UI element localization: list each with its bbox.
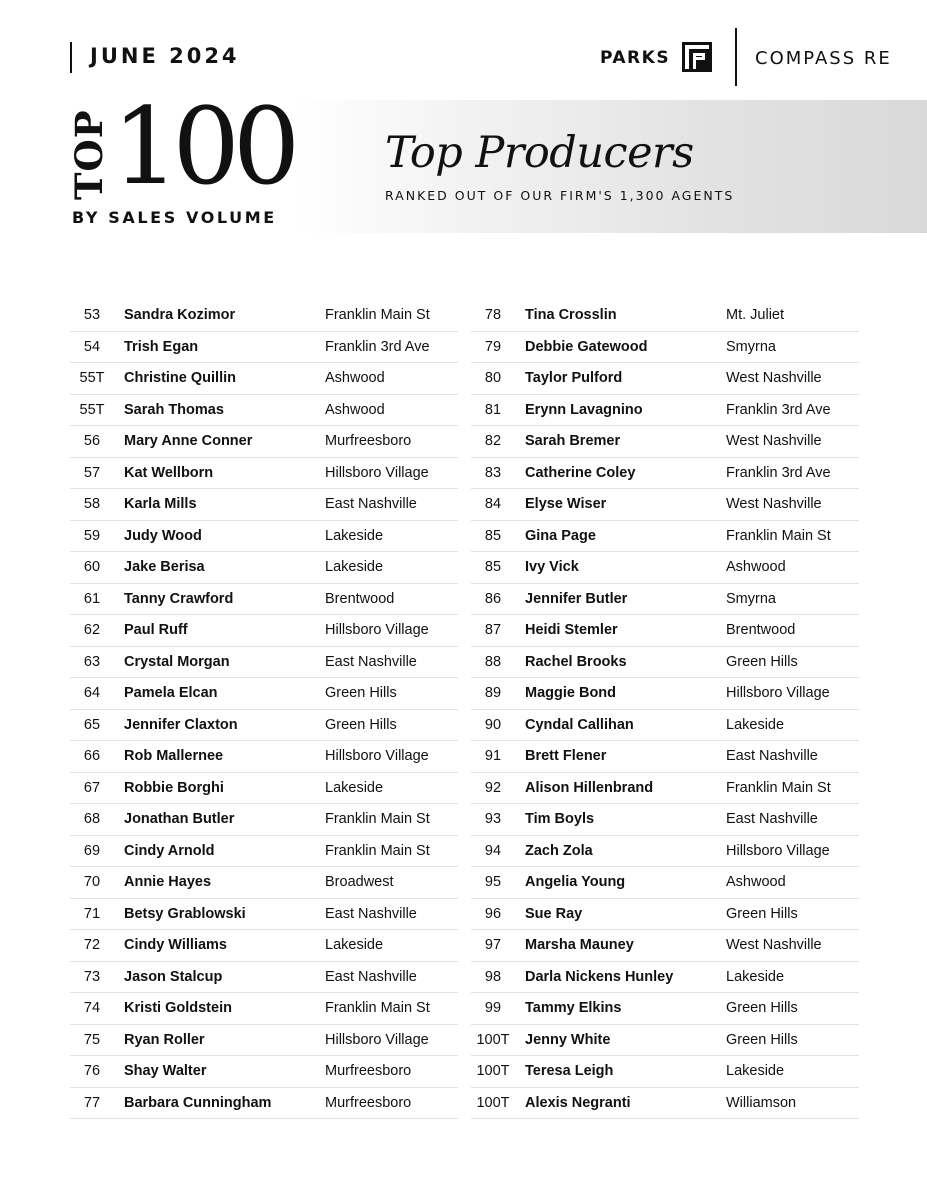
hundred-number: 100: [112, 85, 294, 208]
office-location: West Nashville: [726, 370, 822, 387]
rank-number: 80: [484, 370, 502, 387]
agent-name: Sarah Bremer: [525, 433, 621, 450]
office-location: Hillsboro Village: [325, 464, 429, 481]
rank-number: 75: [83, 1031, 101, 1048]
office-location: East Nashville: [325, 905, 417, 922]
agent-name: Taylor Pulford: [525, 370, 623, 387]
office-location: Ashwood: [325, 370, 385, 387]
office-location: Franklin 3rd Ave: [726, 401, 831, 418]
ranking-row: [471, 300, 859, 332]
rank-number: 98: [484, 968, 502, 985]
office-location: Hillsboro Village: [726, 685, 830, 702]
agent-name: Barbara Cunningham: [124, 1094, 272, 1111]
agent-name: Teresa Leigh: [525, 1063, 614, 1080]
agent-name: Cyndal Callihan: [525, 716, 634, 733]
ranking-row: [471, 363, 859, 395]
agent-name: Ivy Vick: [525, 559, 579, 576]
agent-name: Jenny White: [525, 1031, 611, 1048]
agent-name: Kristi Goldstein: [124, 1000, 232, 1017]
rank-number: 57: [83, 464, 101, 481]
office-location: Lakeside: [726, 716, 785, 733]
agent-name: Shay Walter: [124, 1063, 207, 1080]
rank-number: 87: [484, 622, 502, 639]
rank-number: 55T: [79, 370, 105, 387]
rank-number: 95: [484, 874, 502, 891]
top-vertical-text: TOP: [67, 109, 111, 200]
rankings-left-column: [70, 300, 458, 1119]
ranking-row: [471, 899, 859, 931]
ranking-row: [471, 678, 859, 710]
office-location: Franklin Main St: [726, 527, 831, 544]
office-location: Hillsboro Village: [325, 622, 429, 639]
office-location: East Nashville: [726, 748, 818, 765]
office-location: Brentwood: [726, 622, 796, 639]
agent-name: Brett Flener: [525, 748, 607, 765]
office-location: Franklin 3rd Ave: [726, 464, 831, 481]
ranking-row: [471, 584, 859, 616]
rank-number: 60: [83, 559, 101, 576]
ranking-row: [471, 489, 859, 521]
agent-name: Debbie Gatewood: [525, 338, 648, 355]
rank-number: 86: [484, 590, 502, 607]
office-location: Franklin Main St: [325, 842, 430, 859]
office-location: Murfreesboro: [325, 1094, 412, 1111]
agent-name: Mary Anne Conner: [124, 433, 253, 450]
page-subtitle: RANKED OUT OF OUR FIRM'S 1,300 AGENTS: [385, 188, 735, 203]
agent-name: Pamela Elcan: [124, 685, 218, 702]
rank-number: 62: [83, 622, 101, 639]
agent-name: Rachel Brooks: [525, 653, 627, 670]
office-location: Mt. Juliet: [726, 307, 785, 324]
ranking-row: [70, 552, 458, 584]
ranking-row: [471, 993, 859, 1025]
office-location: Green Hills: [325, 716, 397, 733]
ranking-row: [70, 300, 458, 332]
rank-number: 59: [83, 527, 101, 544]
report-month: JUNE 2024: [90, 44, 240, 68]
office-location: Green Hills: [726, 1000, 798, 1017]
rank-number: 97: [484, 937, 502, 954]
rank-number: 64: [83, 685, 101, 702]
ranking-row: [70, 1025, 458, 1057]
rank-number: 83: [484, 464, 502, 481]
agent-name: Rob Mallernee: [124, 748, 224, 765]
rank-number: 90: [484, 716, 502, 733]
office-location: Murfreesboro: [325, 1063, 412, 1080]
ranking-row: [471, 773, 859, 805]
agent-name: Darla Nickens Hunley: [525, 968, 674, 985]
rank-number: 85: [484, 559, 502, 576]
agent-name: Jonathan Butler: [124, 811, 235, 828]
agent-name: Sandra Kozimor: [124, 307, 236, 324]
rank-number: 63: [83, 653, 101, 670]
agent-name: Jake Berisa: [124, 559, 205, 576]
rank-number: 84: [484, 496, 502, 513]
rank-number: 96: [484, 905, 502, 922]
rankings-right-column: [471, 300, 859, 1119]
agent-name: Robbie Borghi: [124, 779, 224, 796]
rank-number: 100T: [476, 1031, 510, 1048]
office-location: Hillsboro Village: [726, 842, 830, 859]
office-location: West Nashville: [726, 937, 822, 954]
office-location: Ashwood: [325, 401, 385, 418]
ranking-row: [471, 1088, 859, 1120]
agent-name: Elyse Wiser: [525, 496, 607, 513]
ranking-row: [471, 836, 859, 868]
rank-number: 100T: [476, 1094, 510, 1111]
office-location: Smyrna: [726, 590, 776, 607]
rank-number: 70: [83, 874, 101, 891]
office-location: Murfreesboro: [325, 433, 412, 450]
office-location: Smyrna: [726, 338, 776, 355]
office-location: Green Hills: [726, 905, 798, 922]
agent-name: Crystal Morgan: [124, 653, 230, 670]
ranking-row: [70, 584, 458, 616]
rank-number: 89: [484, 685, 502, 702]
office-location: Franklin Main St: [325, 1000, 430, 1017]
office-location: Lakeside: [325, 527, 384, 544]
ranking-row: [471, 332, 859, 364]
ranking-row: [471, 867, 859, 899]
ranking-row: [471, 741, 859, 773]
agent-name: Tammy Elkins: [525, 1000, 622, 1017]
rank-number: 92: [484, 779, 502, 796]
office-location: Green Hills: [726, 1031, 798, 1048]
agent-name: Judy Wood: [124, 527, 202, 544]
office-location: East Nashville: [325, 653, 417, 670]
rank-number: 54: [83, 338, 101, 355]
rank-number: 53: [83, 307, 101, 324]
ranking-row: [70, 521, 458, 553]
rank-number: 74: [83, 1000, 101, 1017]
ranking-row: [471, 426, 859, 458]
ranking-row: [471, 458, 859, 490]
agent-name: Zach Zola: [525, 842, 593, 859]
ranking-row: [70, 615, 458, 647]
ranking-row: [471, 1056, 859, 1088]
rank-number: 72: [83, 937, 101, 954]
rank-number: 78: [484, 307, 502, 324]
ranking-row: [70, 867, 458, 899]
ranking-row: [471, 521, 859, 553]
rank-number: 67: [83, 779, 101, 796]
agent-name: Sue Ray: [525, 905, 583, 922]
rank-number: 73: [83, 968, 101, 985]
agent-name: Paul Ruff: [124, 622, 188, 639]
ranking-row: [471, 710, 859, 742]
ranking-row: [70, 678, 458, 710]
by-sales-volume-label: BY SALES VOLUME: [72, 208, 277, 227]
agent-name: Sarah Thomas: [124, 401, 224, 418]
agent-name: Tim Boyls: [525, 811, 595, 828]
agent-name: Maggie Bond: [525, 685, 617, 702]
ranking-row: [471, 615, 859, 647]
ranking-row: [471, 930, 859, 962]
agent-name: Trish Egan: [124, 338, 199, 355]
office-location: Lakeside: [325, 779, 384, 796]
ranking-row: [471, 962, 859, 994]
agent-name: Jennifer Claxton: [124, 716, 238, 733]
office-location: Lakeside: [726, 968, 785, 985]
rank-number: 91: [484, 748, 502, 765]
agent-name: Kat Wellborn: [124, 464, 214, 481]
office-location: Green Hills: [726, 653, 798, 670]
ranking-row: [471, 552, 859, 584]
office-location: Williamson: [726, 1094, 797, 1111]
office-location: Hillsboro Village: [325, 1031, 429, 1048]
rank-number: 58: [83, 496, 101, 513]
agent-name: Cindy Williams: [124, 937, 228, 954]
ranking-row: [70, 395, 458, 427]
office-location: Franklin 3rd Ave: [325, 338, 430, 355]
rank-number: 93: [484, 811, 502, 828]
ranking-row: [471, 395, 859, 427]
office-location: Lakeside: [325, 559, 384, 576]
office-location: Lakeside: [325, 937, 384, 954]
brand-logos: [580, 28, 900, 86]
ranking-row: [70, 1056, 458, 1088]
rank-number: 69: [83, 842, 101, 859]
ranking-row: [471, 804, 859, 836]
ranking-row: [70, 804, 458, 836]
agent-name: Jason Stalcup: [124, 968, 223, 985]
agent-name: Erynn Lavagnino: [525, 401, 643, 418]
parks-p-logo-icon: [682, 42, 712, 72]
office-location: West Nashville: [726, 433, 822, 450]
agent-name: Annie Hayes: [124, 874, 212, 891]
ranking-row: [70, 458, 458, 490]
agent-name: Betsy Grablowski: [124, 905, 246, 922]
ranking-row: [70, 993, 458, 1025]
ranking-row: [70, 773, 458, 805]
rank-number: 68: [83, 811, 101, 828]
agent-name: Jennifer Butler: [525, 590, 628, 607]
rank-number: 100T: [476, 1063, 510, 1080]
ranking-row: [70, 647, 458, 679]
ranking-row: [70, 1088, 458, 1120]
agent-name: Tanny Crawford: [124, 590, 234, 607]
ranking-row: [70, 899, 458, 931]
office-location: Brentwood: [325, 590, 395, 607]
office-location: Green Hills: [325, 685, 397, 702]
office-location: Hillsboro Village: [325, 748, 429, 765]
ranking-row: [70, 489, 458, 521]
rank-number: 61: [83, 590, 101, 607]
agent-name: Cindy Arnold: [124, 842, 215, 859]
rank-number: 94: [484, 842, 502, 859]
ranking-row: [70, 741, 458, 773]
rank-number: 79: [484, 338, 502, 355]
rank-number: 66: [83, 748, 101, 765]
office-location: Franklin Main St: [726, 779, 831, 796]
office-location: Franklin Main St: [325, 811, 430, 828]
agent-name: Marsha Mauney: [525, 937, 634, 954]
ranking-row: [471, 1025, 859, 1057]
rank-number: 85: [484, 527, 502, 544]
ranking-row: [70, 332, 458, 364]
agent-name: Heidi Stemler: [525, 622, 618, 639]
rank-number: 77: [83, 1094, 101, 1111]
parks-wordmark: PARKS: [600, 48, 671, 68]
brand-divider: [735, 28, 737, 86]
ranking-row: [70, 962, 458, 994]
ranking-row: [70, 363, 458, 395]
compass-wordmark: COMPASS RE: [755, 48, 892, 69]
office-location: East Nashville: [325, 496, 417, 513]
ranking-row: [70, 836, 458, 868]
agent-name: Gina Page: [525, 527, 596, 544]
office-location: West Nashville: [726, 496, 822, 513]
ranking-row: [70, 426, 458, 458]
agent-name: Tina Crosslin: [525, 307, 617, 324]
rank-number: 76: [83, 1063, 101, 1080]
office-location: East Nashville: [325, 968, 417, 985]
office-location: Lakeside: [726, 1063, 785, 1080]
rank-number: 71: [83, 905, 101, 922]
agent-name: Ryan Roller: [124, 1031, 205, 1048]
ranking-row: [70, 930, 458, 962]
agent-name: Alison Hillenbrand: [525, 779, 654, 796]
agent-name: Catherine Coley: [525, 464, 636, 481]
office-location: Ashwood: [726, 559, 786, 576]
rank-number: 55T: [79, 401, 105, 418]
rank-number: 65: [83, 716, 101, 733]
ranking-row: [70, 710, 458, 742]
ranking-row: [471, 647, 859, 679]
office-location: Ashwood: [726, 874, 786, 891]
header-rule: [70, 42, 72, 73]
rank-number: 82: [484, 433, 502, 450]
office-location: Franklin Main St: [325, 307, 430, 324]
page-title: Top Producers: [385, 128, 694, 178]
rank-number: 88: [484, 653, 502, 670]
agent-name: Christine Quillin: [124, 370, 236, 387]
office-location: East Nashville: [726, 811, 818, 828]
rank-number: 56: [83, 433, 101, 450]
rank-number: 81: [484, 401, 502, 418]
rank-number: 99: [484, 1000, 502, 1017]
agent-name: Alexis Negranti: [525, 1094, 631, 1111]
agent-name: Angelia Young: [525, 874, 626, 891]
agent-name: Karla Mills: [124, 496, 197, 513]
office-location: Broadwest: [325, 874, 394, 891]
